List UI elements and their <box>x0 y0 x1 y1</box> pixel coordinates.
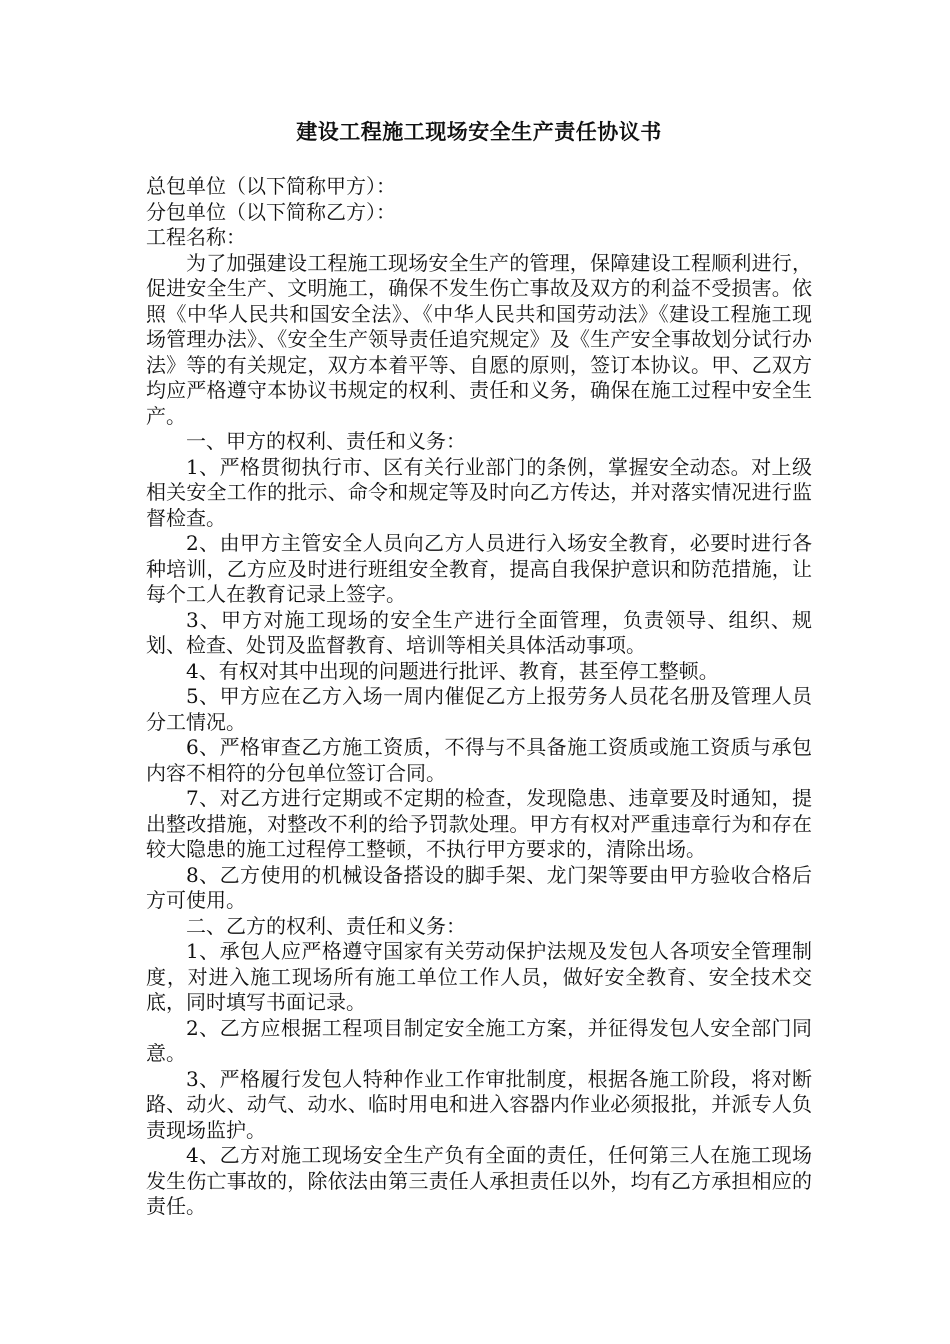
section-b-item-3: 3、严格履行发包人特种作业工作审批制度，根据各施工阶段，将对断路、动火、动气、动水、临时用电和进入容器内作业必须报批，并派专人负责现场监护。 <box>146 1066 812 1142</box>
section-a-item-4: 4、有权对其中出现的问题进行批评、教育，甚至停工整顿。 <box>186 658 719 683</box>
section-b-item-4: 4、乙方对施工现场安全生产负有全面的责任，任何第三人在施工现场发生伤亡事故的，除依法由第三责任人承担责任以外，均有乙方承担相应的责任。 <box>146 1143 812 1218</box>
document-page <box>146 118 812 1220</box>
section-a-item-5: 5、甲方应在乙方入场一周内催促乙方上报劳务人员花名册及管理人员分工情况。 <box>146 684 812 734</box>
section-a-item-2: 2、由甲方主管安全人员向乙方人员进行入场安全教育，必要时进行各种培训，乙方应及时进行班组安全教育，提高自我保护意识和防范措施，让每个工人在教育记录上签字。 <box>146 531 812 606</box>
section-b-item-1: 1、承包人应严格遵守国家有关劳动保护法规及发包人各项安全管理制度，对进入施工现场所有施工单位工作人员，做好安全教育、安全技术交底，同时填写书面记录。 <box>146 939 812 1014</box>
general-contractor-line: 总包单位（以下简称甲方）： <box>146 174 396 198</box>
subcontractor-line: 分包单位（以下简称乙方）： <box>146 199 396 224</box>
section-b-item-2: 2、乙方应根据工程项目制定安全施工方案，并征得发包人安全部门同意。 <box>146 1015 812 1065</box>
section-a-item-6: 6、严格审查乙方施工资质，不得与不具备施工资质或施工资质与承包内容不相符的分包单位签订合同。 <box>146 735 812 785</box>
section-a-item-8: 8、乙方使用的机械设备搭设的脚手架、龙门架等要由甲方验收合格后方可使用。 <box>146 862 812 912</box>
intro-paragraph: 为了加强建设工程施工现场安全生产的管理，保障建设工程顺利进行，促进安全生产、文明施工，确保不发生伤亡事故及双方的利益不受损害。依照《中华人民共和国安全法》、《中华人民共和国劳动法》《建设工程施工现场管理办法》、《安全生产领导责任追究规定》及《生产安全事故划分试行办法》等的有关规定，双方本着平等、自愿的原则，签订本协议。甲、乙双方均应严格遵守本协议书规定的权利、责任和义务，确保在施工过程中安全生产。 <box>146 250 812 428</box>
section-a-item-7: 7、对乙方进行定期或不定期的检查，发现隐患、违章要及时通知，提出整改措施，对整改不利的给予罚款处理。甲方有权对严重违章行为和存在较大隐患的施工过程停工整顿，不执行甲方要求的，清除出场。 <box>146 786 812 861</box>
section-a-item-1: 1、严格贯彻执行市、区有关行业部门的条例，掌握安全动态。对上级相关安全工作的批示、命令和规定等及时向乙方传达，并对落实情况进行监督检查。 <box>146 454 812 530</box>
section-b-heading: 二、乙方的权利、责任和义务： <box>186 913 466 938</box>
section-a-heading: 一、甲方的权利、责任和义务： <box>186 429 466 453</box>
document-title: 建设工程施工现场安全生产责任协议书 <box>296 119 662 144</box>
project-name-line: 工程名称： <box>146 225 246 249</box>
section-a-item-3: 3、甲方对施工现场的安全生产进行全面管理，负责领导、组织、规划、检查、处罚及监督教育、培训等相关具体活动事项。 <box>146 607 812 657</box>
